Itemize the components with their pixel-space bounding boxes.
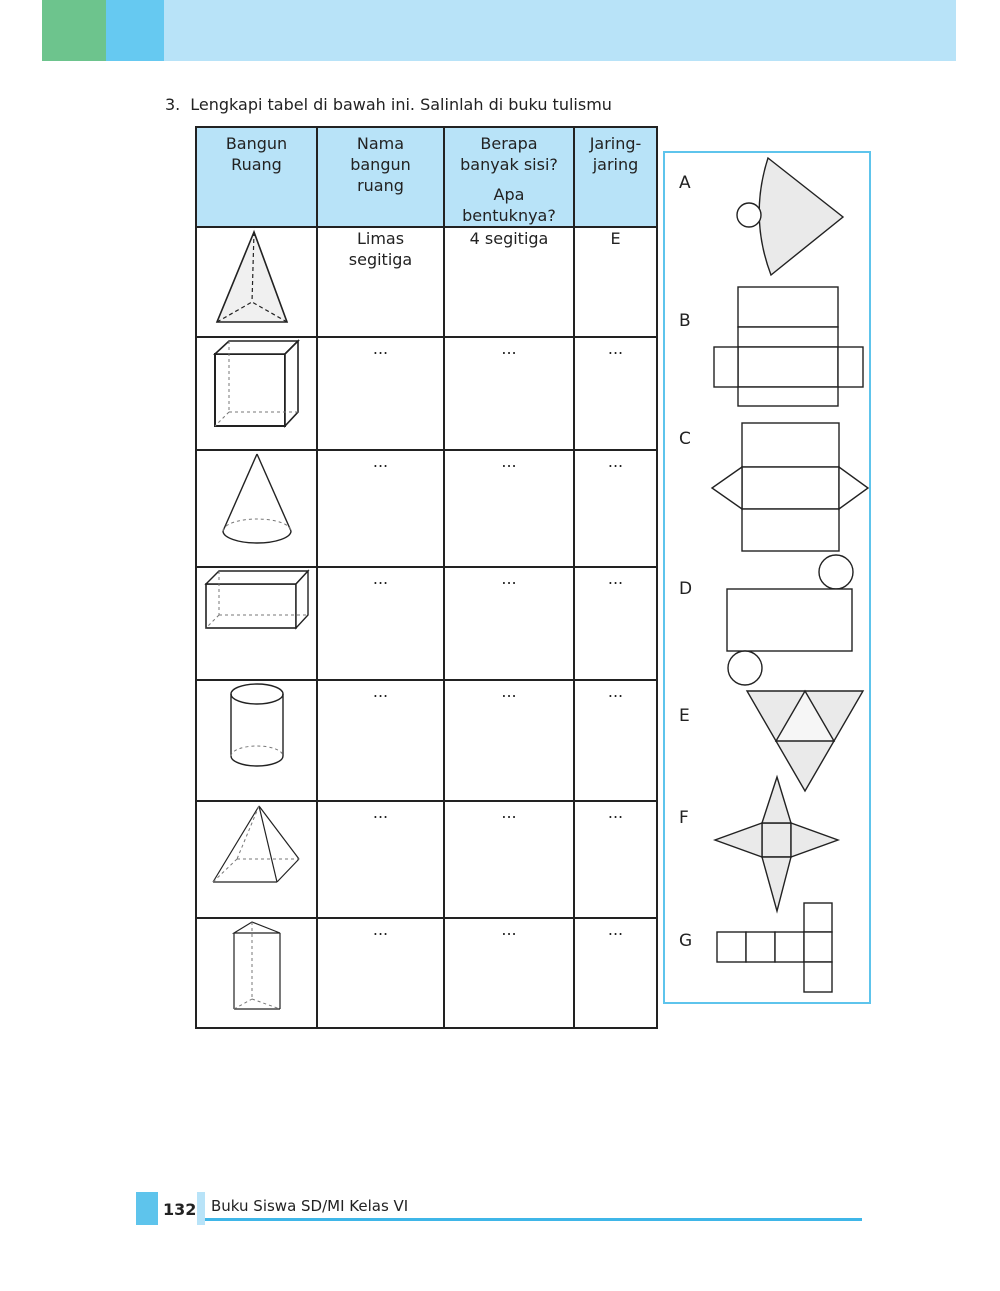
net-cell: ... <box>574 567 657 680</box>
table-row <box>196 567 657 680</box>
table-row <box>196 801 657 918</box>
cube-icon <box>212 338 302 430</box>
net-label-a: A <box>679 173 691 193</box>
shape-cell <box>196 450 317 567</box>
cuboid-net-icon <box>714 287 863 406</box>
shape-cell <box>196 227 317 337</box>
footer-accent-bar-light <box>197 1192 205 1225</box>
shape-cell <box>196 918 317 1028</box>
faces-cell: ... <box>444 918 574 1028</box>
shape-name-cell: ... <box>317 680 444 801</box>
header-band-blue <box>106 0 164 61</box>
header-jaring-jaring: Jaring- jaring <box>574 127 657 227</box>
cube-net-icon <box>717 903 832 992</box>
net-cell: ... <box>574 918 657 1028</box>
page-number: 132 <box>163 1200 197 1219</box>
shapes-table <box>195 126 658 1029</box>
book-title: Buku Siswa SD/MI Kelas VI <box>211 1197 409 1215</box>
faces-cell: 4 segitiga <box>444 227 574 337</box>
net-label-f: F <box>679 808 689 828</box>
net-label-e: E <box>679 706 690 726</box>
header-berapa-sisi: Berapa banyak sisi? Apa bentuknya? <box>444 127 574 227</box>
cone-icon <box>217 451 297 547</box>
table-row <box>196 337 657 450</box>
shape-cell <box>196 801 317 918</box>
cylinder-net-icon <box>727 555 853 685</box>
header-bentuk: Apa bentuknya? <box>462 185 556 225</box>
shape-name-cell: Limas segitiga <box>317 227 444 337</box>
table-header-row <box>196 127 657 227</box>
table-row <box>196 680 657 801</box>
cone-net-icon <box>737 158 843 275</box>
header-nama-bangun-ruang: Nama bangun ruang <box>317 127 444 227</box>
square-pyramid-icon <box>211 802 303 886</box>
triangular-pyramid-icon <box>212 228 302 326</box>
instruction <box>165 95 612 114</box>
shape-name-cell: ... <box>317 567 444 680</box>
net-cell: E <box>574 227 657 337</box>
shape-name-cell: ... <box>317 801 444 918</box>
nets-drawings <box>665 153 871 1004</box>
shape-name-cell: ... <box>317 918 444 1028</box>
faces-cell: ... <box>444 680 574 801</box>
triangular-prism-icon <box>230 919 284 1013</box>
shape-name-cell: ... <box>317 450 444 567</box>
header-bangun-ruang: Bangun Ruang <box>196 127 317 227</box>
net-label-b: B <box>679 311 691 331</box>
table-row <box>196 450 657 567</box>
net-label-c: C <box>679 429 691 449</box>
shape-cell <box>196 337 317 450</box>
faces-cell: ... <box>444 337 574 450</box>
cuboid-icon <box>203 568 311 632</box>
net-cell: ... <box>574 450 657 567</box>
shape-cell <box>196 680 317 801</box>
footer-rule <box>205 1218 862 1221</box>
shape-cell <box>196 567 317 680</box>
net-cell: ... <box>574 680 657 801</box>
header-band-green <box>42 0 106 61</box>
net-cell: ... <box>574 337 657 450</box>
header-band <box>42 0 956 61</box>
net-label-d: D <box>679 579 693 599</box>
table-row <box>196 918 657 1028</box>
shape-name-cell: ... <box>317 337 444 450</box>
net-cell: ... <box>574 801 657 918</box>
cylinder-icon <box>227 681 287 771</box>
faces-cell: ... <box>444 567 574 680</box>
tetrahedron-net-icon <box>747 691 863 791</box>
instruction-number: 3. <box>165 95 181 114</box>
faces-cell: ... <box>444 801 574 918</box>
instruction-text: Lengkapi tabel di bawah ini. Salinlah di buku tulismu <box>190 95 612 114</box>
triangular-prism-net-icon <box>712 423 868 551</box>
table-row <box>196 227 657 337</box>
square-pyramid-net-icon <box>715 777 838 911</box>
net-label-g: G <box>679 931 693 951</box>
faces-cell: ... <box>444 450 574 567</box>
footer-accent-bar <box>136 1192 158 1225</box>
nets-panel <box>663 151 871 1004</box>
